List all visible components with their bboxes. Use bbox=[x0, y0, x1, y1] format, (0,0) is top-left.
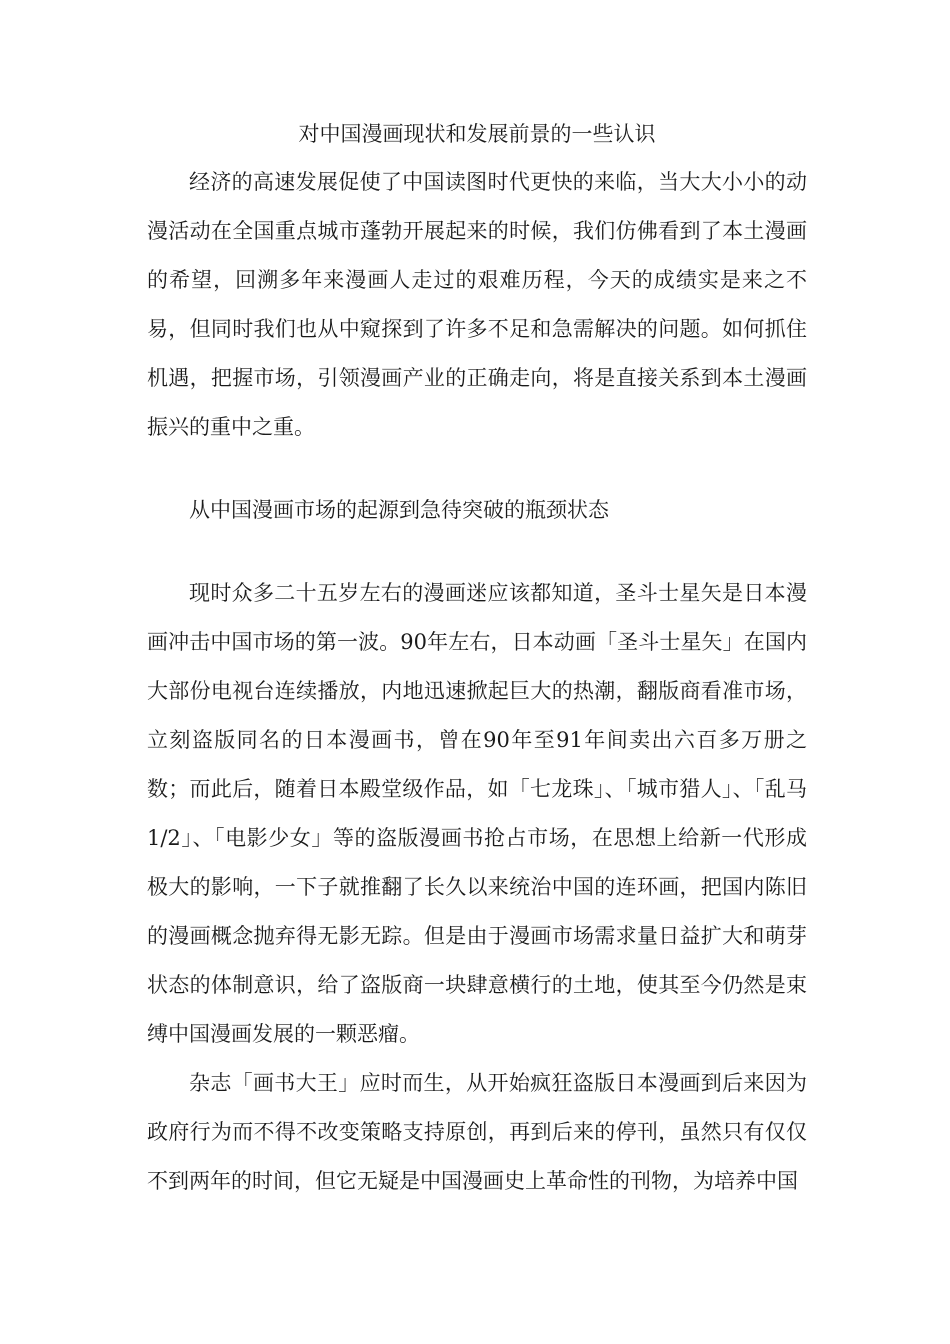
document-title: 对中国漫画现状和发展前景的一些认识 bbox=[298, 122, 656, 146]
paragraph-magazine: 杂志「画书大王」应时而生，从开始疯狂盗版日本漫画到后来因为政府行为而不得不改变策略支持原创，再到后来的停刊，虽然只有仅仅不到两年的时间，但它无疑是中国漫画史上革命性的刊物，为培养中国 bbox=[147, 1071, 807, 1193]
paragraph-market-origin: 现时众多二十五岁左右的漫画迷应该都知道，圣斗士星矢是日本漫画冲击中国市场的第一波。90年左右，日本动画「圣斗士星矢」在国内大部份电视台连续播放，内地迅速掀起巨大的热潮，翻版商看准市场，立刻盗版同名的日本漫画书，曾在90年至91年间卖出六百多万册之数；而此后，随着日本殿堂级作品，如「七龙珠」、「城市猎人」、「乱马1/2」、「电影少女」等的盗版漫画书抢占市场，在思想上给新一代形成极大的影响，一下子就推翻了长久以来统治中国的连环画，把国内陈旧的漫画概念抛弃得无影无踪。但是由于漫画市场需求量日益扩大和萌芽状态的体制意识，给了盗版商一块肆意横行的土地，使其至今仍然是束缚中国漫画发展的一颗恶瘤。 bbox=[147, 581, 807, 1046]
document-body bbox=[147, 112, 807, 1206]
paragraph-intro: 经济的高速发展促使了中国读图时代更快的来临，当大大小小的动漫活动在全国重点城市蓬勃开展起来的时候，我们仿佛看到了本土漫画的希望，回溯多年来漫画人走过的艰难历程，今天的成绩实是来之不易，但同时我们也从中窥探到了许多不足和急需解决的问题。如何抓住机遇，把握市场，引领漫画产业的正确走向，将是直接关系到本土漫画振兴的重中之重。 bbox=[147, 170, 807, 439]
section-heading: 从中国漫画市场的起源到急待突破的瓶颈状态 bbox=[189, 498, 609, 522]
